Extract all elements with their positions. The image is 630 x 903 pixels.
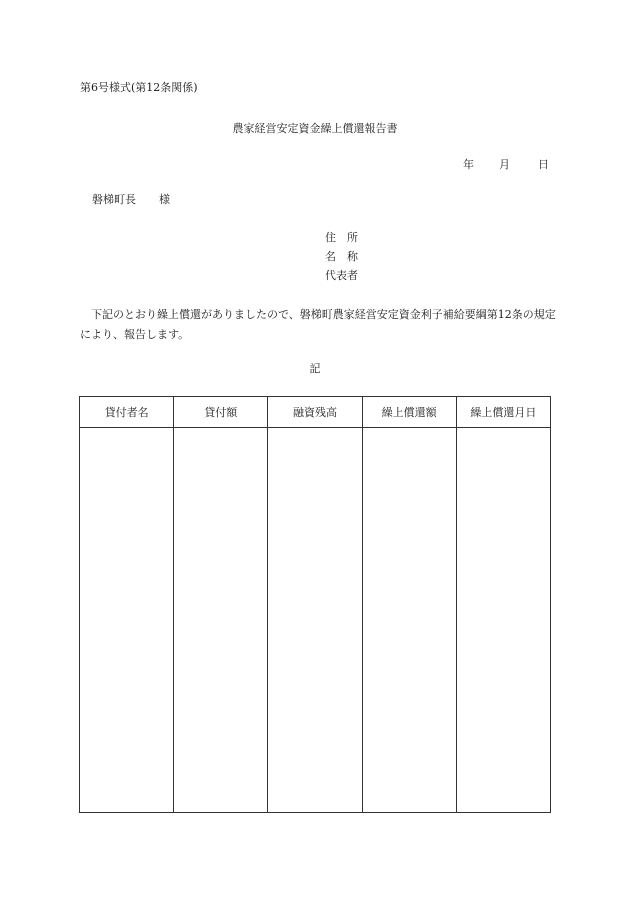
- cell-prepayment-amount: [362, 428, 456, 813]
- date-year-label: 年: [463, 158, 474, 171]
- body-paragraph: 下記のとおり繰上償還がありましたので、磐梯町農家経営安定資金利子補給要綱第12条の規定により、報告します。: [80, 308, 556, 341]
- addressee-honorific: 様: [159, 193, 170, 206]
- addressee-name: 磐梯町長: [92, 193, 136, 206]
- form-number: 第6号様式(第12条関係): [80, 81, 198, 94]
- sender-address-label: 住 所: [325, 231, 358, 244]
- sender-representative-label: 代表者: [325, 269, 358, 282]
- note-heading: 記: [309, 362, 321, 375]
- date-day-label: 日: [538, 158, 549, 171]
- header-prepayment-date: 繰上償還月日: [456, 397, 550, 428]
- header-loan-balance: 融資残高: [268, 397, 362, 428]
- header-loan-amount: 貸付額: [174, 397, 268, 428]
- cell-loan-balance: [268, 428, 362, 813]
- sender-name-label: 名 称: [325, 250, 358, 263]
- cell-lender-name: [80, 428, 174, 813]
- header-lender-name: 貸付者名: [80, 397, 174, 428]
- cell-prepayment-date: [456, 428, 550, 813]
- table-row: [80, 428, 551, 813]
- document-title: 農家経営安定資金繰上償還報告書: [232, 122, 398, 135]
- date-month-label: 月: [499, 158, 510, 171]
- table-header-row: [80, 397, 551, 428]
- report-table: [79, 396, 551, 813]
- header-prepayment-amount: 繰上償還額: [362, 397, 456, 428]
- cell-loan-amount: [174, 428, 268, 813]
